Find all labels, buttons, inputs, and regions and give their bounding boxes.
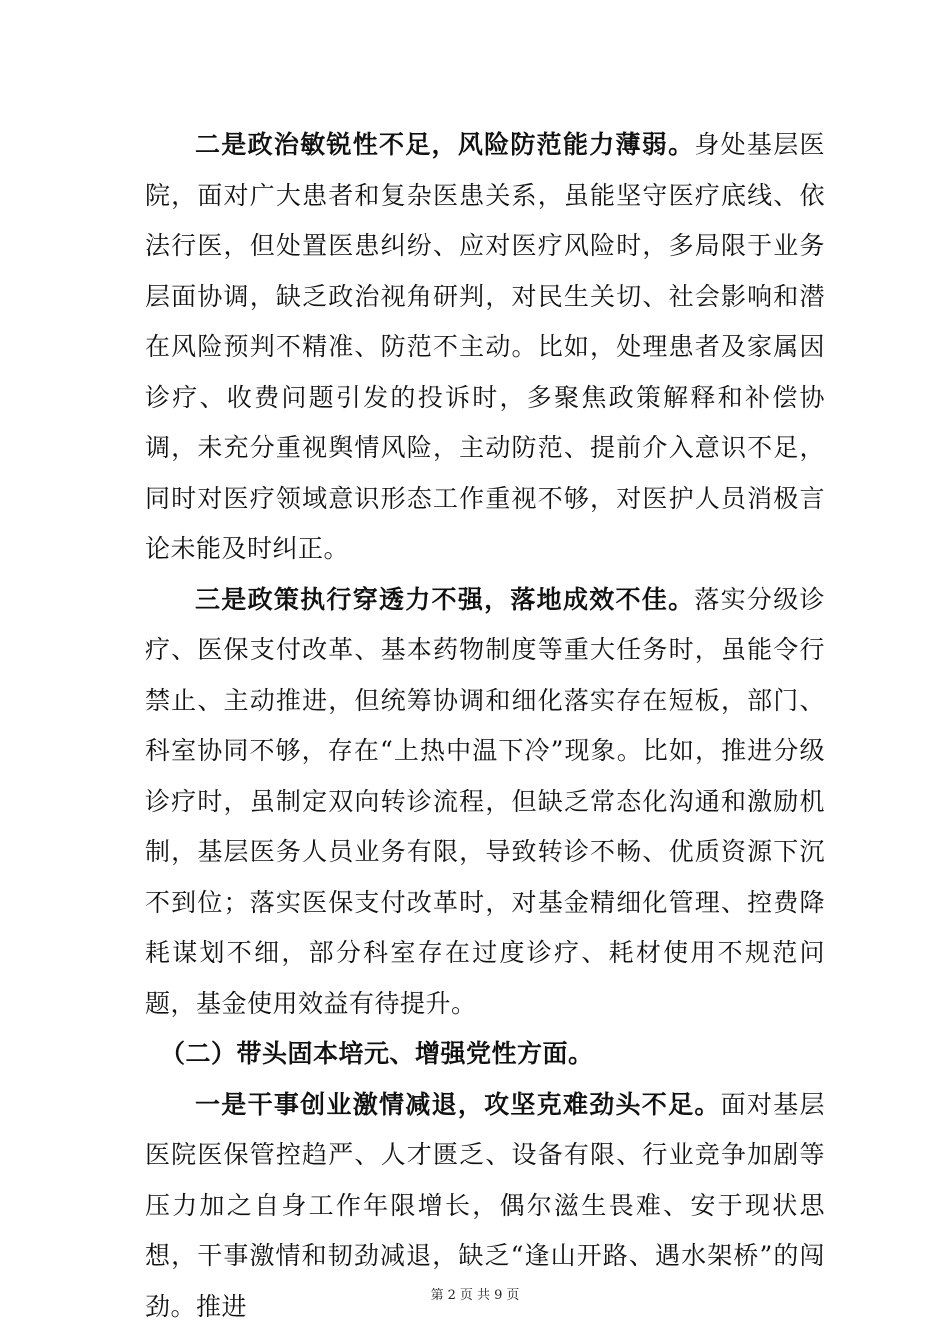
footer-page-number: 2 [447, 1288, 456, 1303]
paragraph-political-sensitivity [145, 120, 825, 575]
footer-total-pages: 9 [494, 1288, 503, 1303]
section-heading: （二）带头固本培元、增强党性方面。 [160, 1039, 594, 1068]
paragraph-lead: 三是政策执行穿透力不强，落地成效不佳。 [195, 584, 695, 614]
paragraph-body: 面对基层医院医保管控趋严、人才匮乏、设备有限、行业竞争加剧等压力加之自身工作年限增长，偶尔滋生畏难、安于现状思想，干事激情和韧劲减退，缺乏“逢山开路、遇水架桥”的闯劲。推进 [145, 1089, 825, 1321]
paragraph-body: 身处基层医院，面对广大患者和复杂医患关系，虽能坚守医疗底线、依法行医，但处置医患纠纷、应对医疗风险时，多局限于业务层面协调，缺乏政治视角研判，对民生关切、社会影响和潜在风险预判不精准、防范不主动。比如，处理患者及家属因诊疗、收费问题引发的投诉时，多聚焦政策解释和补偿协调，未充分重视舆情风险，主动防范、提前介入意识不足，同时对医疗领域意识形态工作重视不够，对医护人员消极言论未能及时纠正。 [145, 130, 825, 563]
paragraph-body: 落实分级诊疗、医保支付改革、基本药物制度等重大任务时，虽能令行禁止、主动推进，但统筹协调和细化落实存在短板，部门、科室协同不够，存在“上热中温下冷”现象。比如，推进分级诊疗时，虽制定双向转诊流程，但缺乏常态化沟通和激励机制，基层医务人员业务有限，导致转诊不畅、优质资源下沉不到位；落实医保支付改革时，对基金精细化管理、控费降耗谋划不细，部分科室存在过度诊疗、耗材使用不规范问题，基金使用效益有待提升。 [145, 584, 825, 1018]
paragraph-policy-execution [145, 575, 825, 1030]
footer-suffix: 页 [506, 1288, 520, 1303]
paragraph-lead: 一是干事创业激情减退，攻坚克难劲头不足。 [195, 1089, 721, 1119]
paragraph-lead: 二是政治敏锐性不足，风险防范能力薄弱。 [195, 130, 695, 159]
page-footer [0, 1284, 950, 1303]
document-body [145, 120, 825, 1332]
footer-mid: 页 共 [459, 1288, 491, 1303]
footer-prefix: 第 [430, 1288, 444, 1303]
